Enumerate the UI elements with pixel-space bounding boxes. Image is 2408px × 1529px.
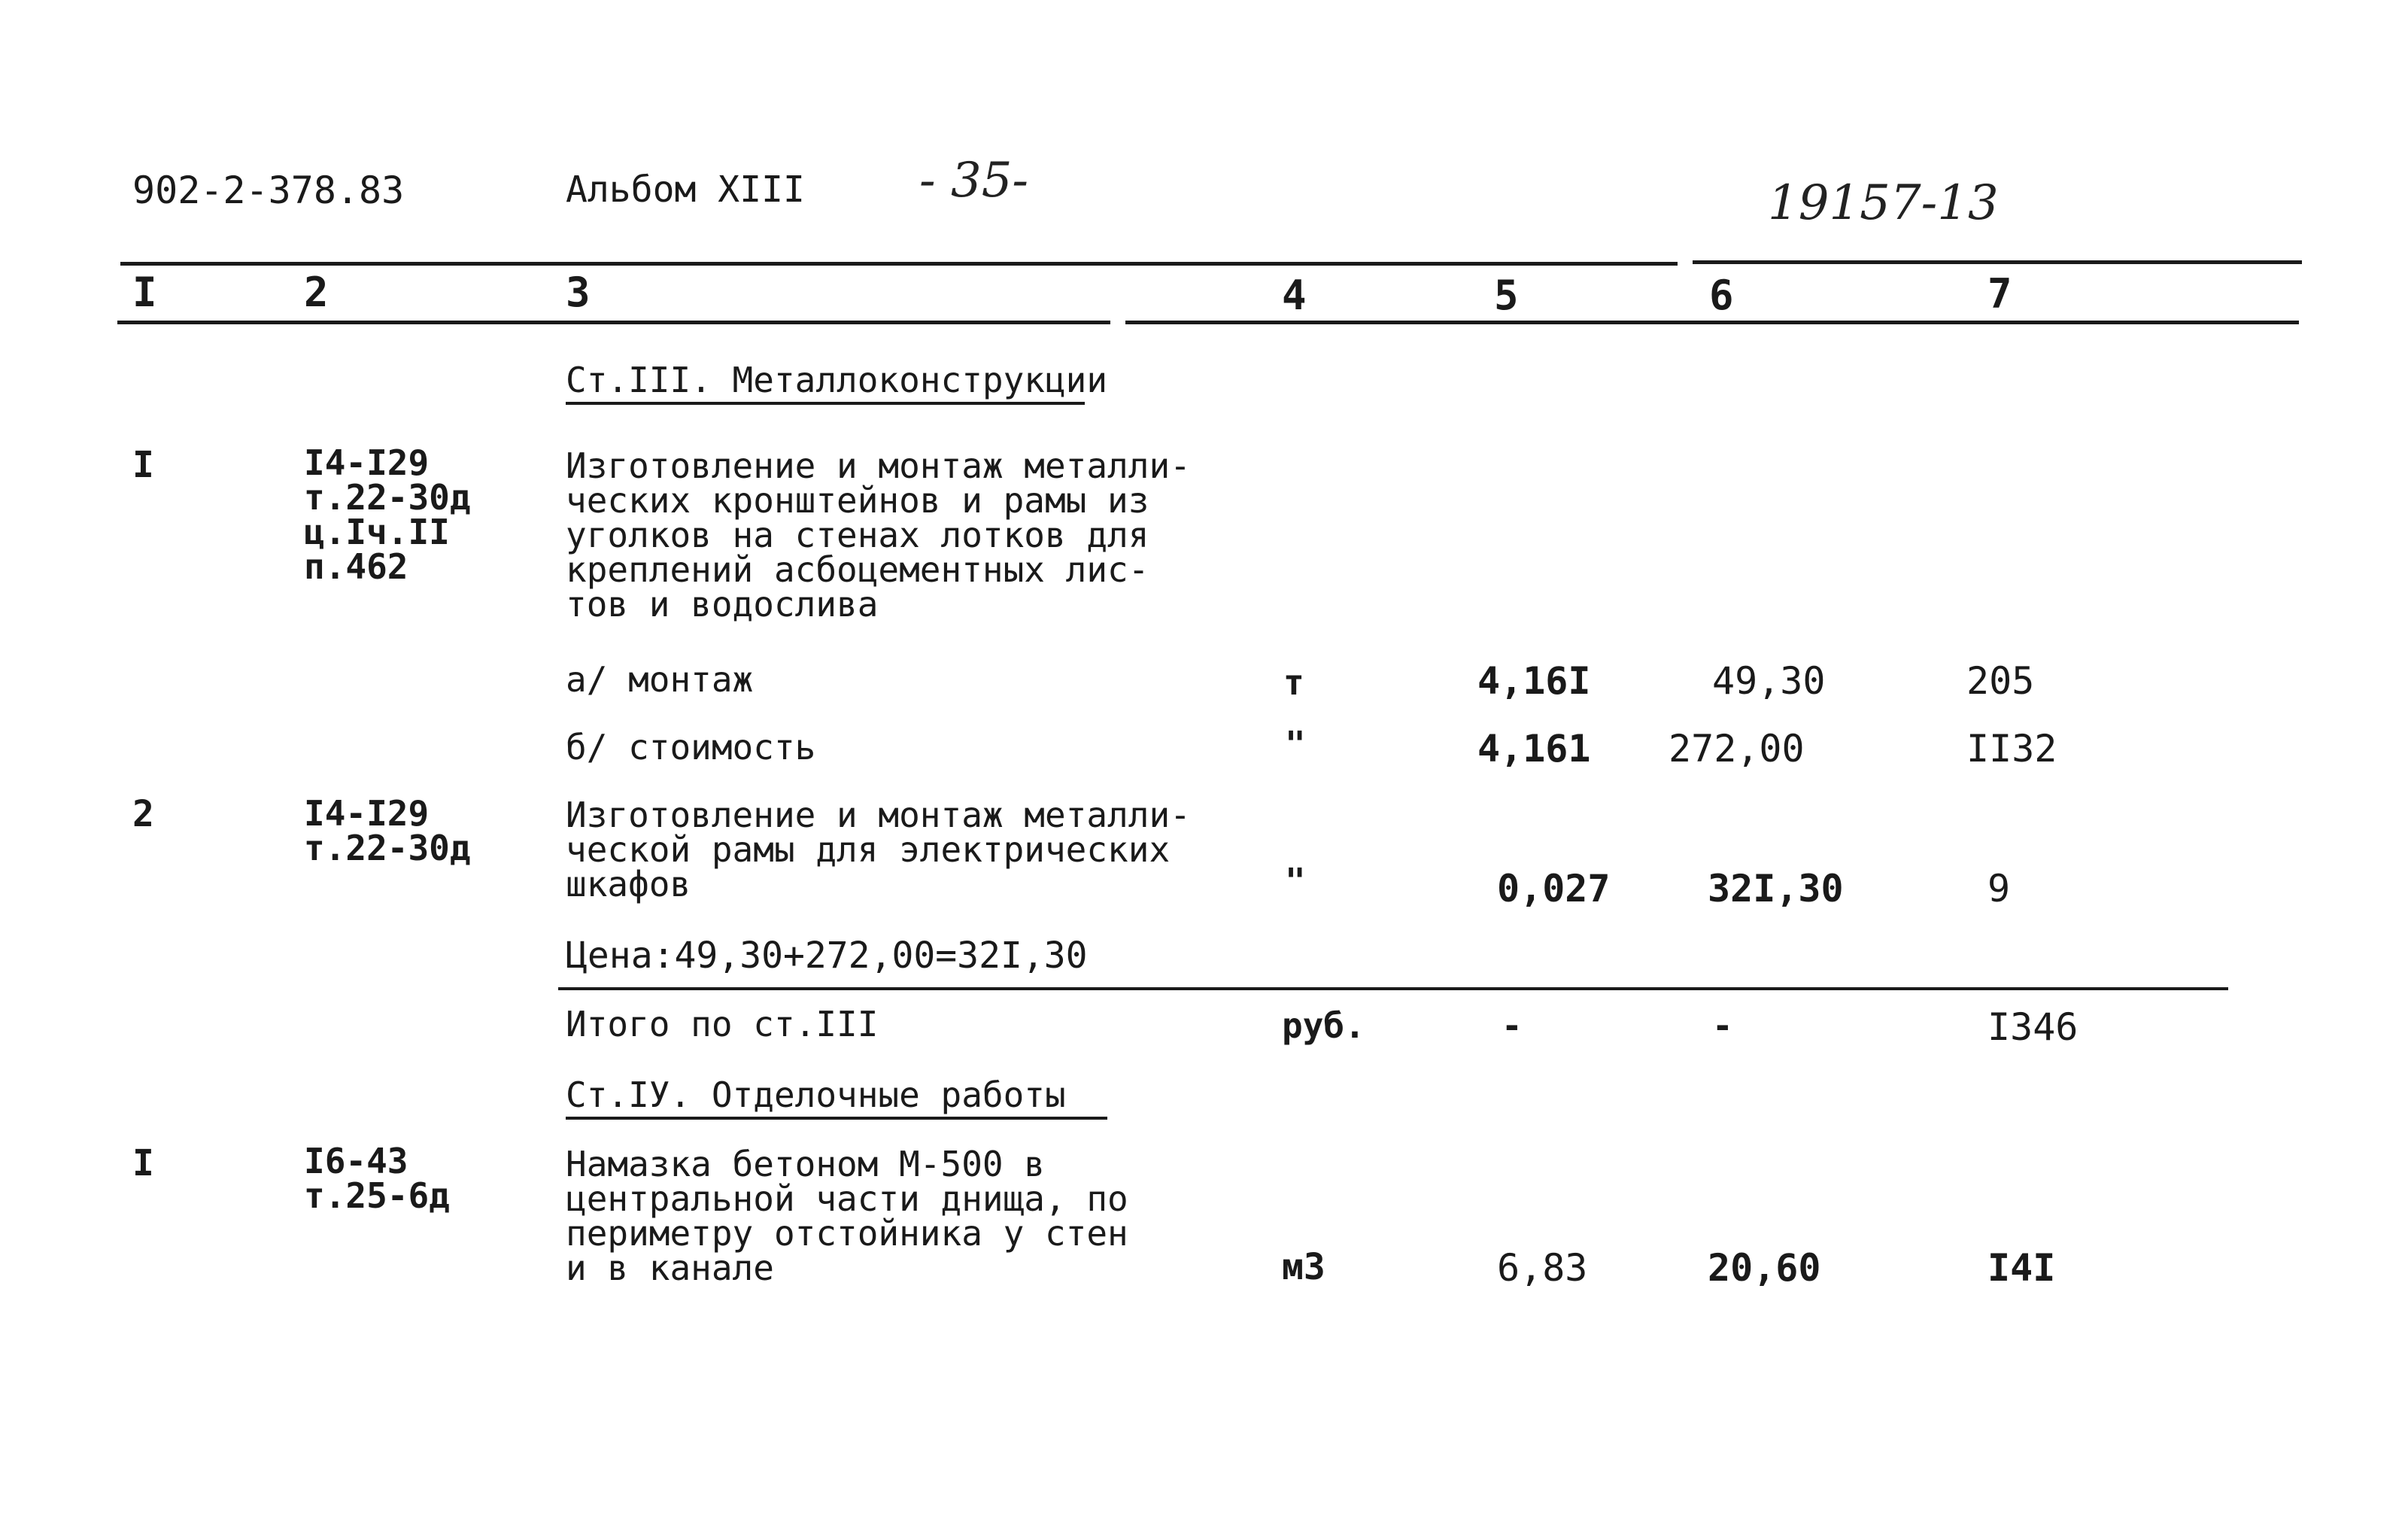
item-2-description-line: ческой рамы для электрических	[566, 829, 1171, 870]
column-header-6: 6	[1709, 272, 1734, 319]
item-1-number: I	[132, 444, 154, 486]
item-1-code-line: I4-I29	[304, 442, 430, 483]
item-2-description-line: Изготовление и монтаж металли-	[566, 795, 1191, 835]
subtotal-rule	[558, 987, 2228, 990]
section-4-title: Ст.IУ. Отделочные работы	[566, 1075, 1066, 1115]
item-2-number: 2	[132, 793, 154, 835]
section-3-title: Ст.III. Металлоконструкции	[566, 360, 1108, 400]
section-4-item-1-quantity: 6,83	[1497, 1246, 1588, 1290]
section-4-item-1-description-line: периметру отстойника у стен	[566, 1213, 1128, 1254]
item-1-description-line: Изготовление и монтаж металли-	[566, 445, 1191, 486]
item-1a-price: 49,30	[1712, 659, 1826, 703]
section-3-subtotal-label: Итого по ст.III	[566, 1004, 879, 1044]
section-4-item-1-code	[304, 1141, 450, 1216]
item-2-unit: "	[1285, 861, 1306, 901]
section-4-item-1-total: I4I	[1987, 1246, 2056, 1290]
section-4-item-1-number: I	[132, 1142, 154, 1184]
item-1-description-line: уголков на стенах лотков для	[566, 515, 1149, 555]
item-1-code	[304, 442, 471, 587]
item-1-description-line: креплений асбоцементных лис-	[566, 549, 1149, 590]
album-label: Альбом XIII	[566, 169, 805, 211]
item-2-price: 32I,30	[1708, 867, 1844, 910]
item-2-quantity: 0,027	[1497, 867, 1611, 910]
item-1-description	[566, 445, 1191, 625]
price-calculation-note: Цена:49,30+272,00=32I,30	[566, 935, 1088, 977]
item-2-description-line: шкафов	[566, 864, 691, 904]
section-3-title-underline	[566, 402, 1085, 405]
header-rule-bottom-left	[117, 321, 1110, 324]
item-1a-quantity: 4,16I	[1477, 659, 1591, 703]
document-code: 902-2-378.83	[132, 169, 405, 212]
item-1a-unit: т	[1283, 662, 1304, 703]
section-4-item-1-unit: м3	[1282, 1246, 1325, 1288]
item-2-total: 9	[1987, 867, 2011, 910]
column-header-5: 5	[1494, 272, 1519, 319]
section-4-item-1-description	[566, 1144, 1128, 1288]
section-4-item-1-code-line: т.25-6д	[304, 1175, 450, 1216]
archive-number: 19157-13	[1768, 175, 1999, 231]
column-header-4: 4	[1282, 272, 1307, 319]
column-header-1: I	[132, 269, 157, 316]
item-1b-unit: "	[1285, 724, 1306, 764]
header-rule-top-left	[120, 262, 1678, 266]
column-header-3: 3	[566, 269, 591, 316]
section-4-item-1-description-line: и в канале	[566, 1248, 774, 1288]
item-1b-label: б/ стоимость	[566, 727, 816, 768]
section-4-item-1-description-line: Намазка бетоном М-500 в	[566, 1144, 1045, 1184]
item-1a-total: 205	[1966, 659, 2035, 703]
item-1b-quantity: 4,161	[1477, 727, 1591, 771]
page-number: - 35-	[919, 153, 1029, 208]
section-4-title-underline	[566, 1117, 1107, 1120]
item-2-code	[304, 793, 471, 868]
item-1b-total: II32	[1966, 727, 2057, 771]
section-3-subtotal-unit: руб.	[1282, 1005, 1365, 1046]
item-2-description	[566, 795, 1191, 904]
item-2-code-line: т.22-30д	[304, 828, 471, 868]
item-1-description-line: ческих кронштейнов и рамы из	[566, 480, 1149, 521]
column-header-2: 2	[304, 269, 329, 316]
header-rule-bottom-right	[1125, 321, 2299, 324]
item-1-code-line: п.462	[304, 546, 408, 587]
item-1-code-line: т.22-30д	[304, 477, 471, 518]
section-4-item-1-code-line: I6-43	[304, 1141, 408, 1181]
section-3-subtotal-total: I346	[1987, 1005, 2079, 1049]
item-1-code-line: ц.Iч.II	[304, 512, 450, 552]
column-header-7: 7	[1987, 270, 2012, 318]
item-1b-price: 272,00	[1669, 727, 1805, 771]
item-1a-label: а/ монтаж	[566, 659, 754, 700]
section-4-item-1-description-line: центральной части днища, по	[566, 1178, 1128, 1219]
section-3-subtotal-price: -	[1712, 1005, 1733, 1046]
section-4-item-1-price: 20,60	[1708, 1246, 1821, 1290]
section-3-subtotal-quantity: -	[1502, 1005, 1523, 1046]
item-1-description-line: тов и водослива	[566, 584, 879, 625]
item-2-code-line: I4-I29	[304, 793, 430, 834]
header-rule-top-right	[1693, 260, 2302, 264]
